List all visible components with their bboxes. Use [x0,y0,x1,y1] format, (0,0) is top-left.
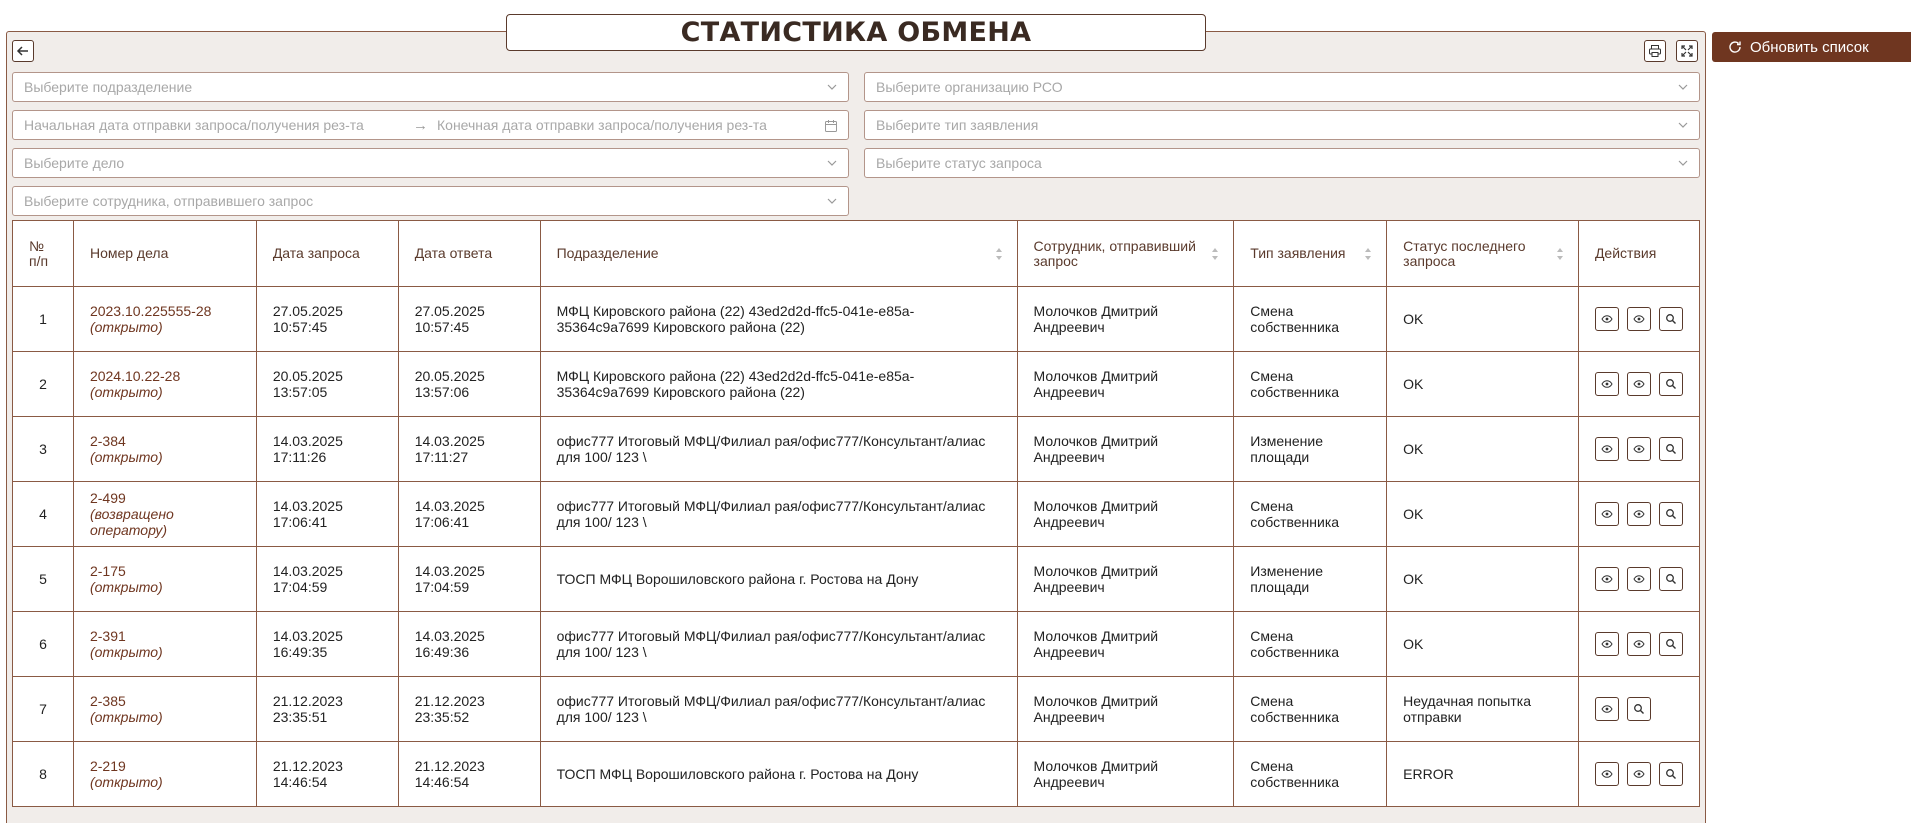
eye-icon [1633,313,1645,325]
cell-case [73,482,256,547]
cell-employee: Молочков Дмитрий Андреевич [1017,742,1234,807]
chevron-down-icon [1677,119,1689,131]
print-button[interactable] [1644,40,1666,62]
case-link[interactable]: 2-499 [89,490,126,506]
cell-case [73,742,256,807]
cell-department: офис777 Итоговый МФЦ/Филиал рая/офис777/Консультант/алиас для 100/ 123 \ [540,417,1017,482]
case-state: (открыто) [89,644,163,660]
table-row [13,677,1700,742]
eye-button[interactable] [1595,762,1619,786]
col-header-status[interactable] [1387,221,1579,287]
request-time: 16:49:35 [272,644,328,660]
eye-button[interactable] [1595,437,1619,461]
search-icon [1665,508,1677,520]
request-time: 17:06:41 [272,514,328,530]
cell-employee: Молочков Дмитрий Андреевич [1017,287,1234,352]
chevron-down-icon [1677,157,1689,169]
cell-num: 8 [13,742,74,807]
search-button[interactable] [1659,762,1683,786]
cell-response-date [398,287,540,352]
cell-employee: Молочков Дмитрий Андреевич [1017,677,1234,742]
case-link[interactable]: 2-385 [89,693,126,709]
page-title-box [506,14,1206,51]
cell-type: Смена собственника [1234,287,1387,352]
row-actions [1595,437,1683,461]
arrow-right-icon: → [413,117,428,134]
cell-type: Смена собственника [1234,742,1387,807]
chevron-down-icon [826,81,838,93]
col-header-response-date: Дата ответа [398,221,540,287]
response-time: 17:11:27 [414,449,469,465]
search-icon [1665,443,1677,455]
eye-button[interactable] [1595,307,1619,331]
col-header-status-label: Статус последнего запроса [1403,237,1526,269]
case-link[interactable]: 2-219 [89,758,126,774]
request-time: 17:04:59 [272,579,328,595]
eye-icon [1633,508,1645,520]
eye-icon [1601,443,1613,455]
request-time: 23:35:51 [272,709,328,725]
case-select[interactable] [12,148,849,178]
search-button[interactable] [1627,697,1651,721]
cell-actions [1578,482,1699,547]
cell-case [73,352,256,417]
eye-icon [1601,703,1613,715]
eye-button[interactable] [1627,502,1651,526]
search-icon [1665,313,1677,325]
request-status-select[interactable] [864,148,1700,178]
cell-actions [1578,352,1699,417]
cell-employee: Молочков Дмитрий Андреевич [1017,547,1234,612]
table-body [13,287,1700,807]
eye-button[interactable] [1627,567,1651,591]
request-date: 14.03.2025 [272,498,343,514]
search-icon [1665,378,1677,390]
cell-response-date [398,417,540,482]
calendar-icon [824,119,838,133]
application-type-placeholder: Выберите тип заявления [876,117,1039,133]
cell-request-date [256,482,398,547]
cell-employee: Молочков Дмитрий Андреевич [1017,612,1234,677]
case-link[interactable]: 2-384 [89,433,126,449]
search-button[interactable] [1659,567,1683,591]
rso-org-select[interactable] [864,72,1700,102]
cell-actions [1578,417,1699,482]
cell-employee: Молочков Дмитрий Андреевич [1017,417,1234,482]
response-date: 14.03.2025 [414,563,485,579]
table-row [13,742,1700,807]
search-icon [1665,638,1677,650]
request-date: 21.12.2023 [272,693,343,709]
response-date: 21.12.2023 [414,693,485,709]
employee-select[interactable] [12,186,849,216]
eye-button[interactable] [1595,632,1619,656]
cell-case [73,287,256,352]
request-date: 14.03.2025 [272,628,343,644]
chevron-down-icon [1677,81,1689,93]
cell-department: МФЦ Кировского района (22) 43ed2d2d-ffc5-041e-e85a-35364c9a7699 Кировского района (22) [540,352,1017,417]
fullscreen-button[interactable] [1676,40,1698,62]
table-row [13,417,1700,482]
case-state: (открыто) [89,709,163,725]
case-state: (возвращено оператору) [89,506,174,538]
cell-case [73,417,256,482]
chevron-down-icon [826,157,838,169]
sort-icon[interactable] [1364,247,1372,261]
cell-request-date [256,547,398,612]
exchange-stats-table [12,220,1700,807]
eye-button[interactable] [1595,567,1619,591]
expand-icon [1680,44,1694,58]
col-header-actions: Действия [1578,221,1699,287]
refresh-icon [1728,40,1742,54]
col-header-request-date: Дата запроса [256,221,398,287]
eye-icon [1601,573,1613,585]
cell-response-date [398,742,540,807]
back-button[interactable] [12,40,34,62]
response-time: 16:49:36 [414,644,470,660]
sort-icon[interactable] [1556,247,1564,261]
request-date: 27.05.2025 [272,303,343,319]
response-date: 21.12.2023 [414,758,485,774]
case-link[interactable]: 2023.10.225555-28 [89,303,212,319]
cell-department: ТОСП МФЦ Ворошиловского района г. Ростова на Дону [540,547,1017,612]
cell-actions [1578,612,1699,677]
cell-status: Неудачная попытка отправки [1387,677,1579,742]
cell-request-date [256,352,398,417]
response-time: 13:57:06 [414,384,470,400]
eye-button[interactable] [1595,372,1619,396]
department-placeholder: Выберите подразделение [24,79,193,95]
response-date: 14.03.2025 [414,628,485,644]
search-icon [1633,703,1645,715]
cell-employee: Молочков Дмитрий Андреевич [1017,482,1234,547]
cell-num: 7 [13,677,74,742]
case-link[interactable]: 2024.10.22-28 [89,368,181,384]
eye-button[interactable] [1627,762,1651,786]
cell-status: ERROR [1387,742,1579,807]
cell-type: Смена собственника [1234,677,1387,742]
request-time: 17:11:26 [272,449,327,465]
col-header-department[interactable] [540,221,1017,287]
eye-icon [1601,638,1613,650]
eye-button[interactable] [1627,307,1651,331]
date-end-placeholder[interactable]: Конечная дата отправки запроса/получения рез-та [437,117,767,133]
rso-org-placeholder: Выберите организацию РСО [876,79,1063,95]
cell-request-date [256,287,398,352]
request-time: 13:57:05 [272,384,328,400]
eye-icon [1601,508,1613,520]
response-time: 14:46:54 [414,774,470,790]
search-button[interactable] [1659,307,1683,331]
cell-num: 4 [13,482,74,547]
eye-icon [1601,768,1613,780]
cell-case [73,677,256,742]
request-date: 14.03.2025 [272,433,343,449]
eye-icon [1601,378,1613,390]
eye-button[interactable] [1595,697,1619,721]
response-time: 10:57:45 [414,319,470,335]
cell-type: Смена собственника [1234,612,1387,677]
cell-response-date [398,677,540,742]
department-select[interactable] [12,72,849,102]
cell-type: Смена собственника [1234,352,1387,417]
cell-response-date [398,612,540,677]
case-link[interactable]: 2-391 [89,628,126,644]
request-time: 10:57:45 [272,319,328,335]
response-date: 14.03.2025 [414,498,485,514]
search-button[interactable] [1659,437,1683,461]
col-header-department-label: Подразделение [556,245,659,261]
employee-placeholder: Выберите сотрудника, отправившего запрос [24,193,314,209]
table-row [13,547,1700,612]
request-time: 14:46:54 [272,774,328,790]
case-placeholder: Выберите дело [24,155,125,171]
cell-type: Изменение площади [1234,547,1387,612]
sort-icon[interactable] [995,247,1003,261]
row-actions [1595,502,1683,526]
eye-icon [1633,573,1645,585]
row-actions [1595,697,1683,721]
table-row [13,612,1700,677]
cell-response-date [398,352,540,417]
cell-type: Изменение площади [1234,417,1387,482]
case-state: (открыто) [89,384,163,400]
search-button[interactable] [1659,372,1683,396]
page-title: СТАТИСТИКА ОБМЕНА [680,17,1032,48]
eye-icon [1633,768,1645,780]
date-range-picker[interactable] [12,110,849,140]
eye-icon [1633,378,1645,390]
cell-status: OK [1387,482,1579,547]
response-date: 27.05.2025 [414,303,485,319]
refresh-list-button[interactable] [1712,32,1911,62]
table-header-row [13,221,1700,287]
cell-request-date [256,742,398,807]
eye-icon [1633,638,1645,650]
row-actions [1595,567,1683,591]
date-start-placeholder[interactable]: Начальная дата отправки запроса/получения рез-та [24,117,364,133]
eye-button[interactable] [1627,372,1651,396]
response-date: 14.03.2025 [414,433,485,449]
eye-button[interactable] [1627,632,1651,656]
cell-status: OK [1387,352,1579,417]
cell-response-date [398,482,540,547]
cell-status: OK [1387,547,1579,612]
case-state: (открыто) [89,319,163,335]
cell-status: OK [1387,287,1579,352]
cell-num: 5 [13,547,74,612]
cell-department: офис777 Итоговый МФЦ/Филиал рая/офис777/Консультант/алиас для 100/ 123 \ [540,677,1017,742]
cell-actions [1578,287,1699,352]
table-row [13,287,1700,352]
cell-actions [1578,742,1699,807]
search-icon [1665,573,1677,585]
eye-icon [1601,313,1613,325]
response-time: 17:06:41 [414,514,470,530]
request-date: 14.03.2025 [272,563,343,579]
cell-department: офис777 Итоговый МФЦ/Филиал рая/офис777/Консультант/алиас для 100/ 123 \ [540,482,1017,547]
cell-type: Смена собственника [1234,482,1387,547]
eye-button[interactable] [1595,502,1619,526]
col-header-num: № п/п [13,221,74,287]
cell-request-date [256,417,398,482]
eye-button[interactable] [1627,437,1651,461]
row-actions [1595,632,1683,656]
cell-num: 6 [13,612,74,677]
cell-request-date [256,612,398,677]
application-type-select[interactable] [864,110,1700,140]
case-state: (открыто) [89,579,163,595]
request-date: 21.12.2023 [272,758,343,774]
cell-num: 3 [13,417,74,482]
printer-icon [1648,44,1662,58]
col-header-type[interactable] [1234,221,1387,287]
col-header-case: Номер дела [73,221,256,287]
cell-case [73,547,256,612]
table-row [13,352,1700,417]
cell-department: МФЦ Кировского района (22) 43ed2d2d-ffc5-041e-e85a-35364c9a7699 Кировского района (22) [540,287,1017,352]
cell-employee: Молочков Дмитрий Андреевич [1017,352,1234,417]
case-state: (открыто) [89,774,163,790]
row-actions [1595,762,1683,786]
cell-department: ТОСП МФЦ Ворошиловского района г. Ростова на Дону [540,742,1017,807]
row-actions [1595,372,1683,396]
response-time: 17:04:59 [414,579,470,595]
cell-request-date [256,677,398,742]
eye-icon [1633,443,1645,455]
cell-status: OK [1387,417,1579,482]
refresh-label: Обновить список [1750,38,1869,56]
cell-response-date [398,547,540,612]
response-time: 23:35:52 [414,709,470,725]
table-row [13,482,1700,547]
request-date: 20.05.2025 [272,368,343,384]
chevron-down-icon [826,195,838,207]
cell-num: 1 [13,287,74,352]
cell-num: 2 [13,352,74,417]
sort-icon[interactable] [1211,247,1219,261]
cell-department: офис777 Итоговый МФЦ/Филиал рая/офис777/Консультант/алиас для 100/ 123 \ [540,612,1017,677]
response-date: 20.05.2025 [414,368,485,384]
col-header-employee[interactable] [1017,221,1234,287]
cell-actions [1578,677,1699,742]
search-button[interactable] [1659,502,1683,526]
search-button[interactable] [1659,632,1683,656]
row-actions [1595,307,1683,331]
col-header-type-label: Тип заявления [1250,245,1346,261]
col-header-employee-label: Сотрудник, отправивший запрос [1033,237,1196,269]
case-link[interactable]: 2-175 [89,563,126,579]
cell-actions [1578,547,1699,612]
request-status-placeholder: Выберите статус запроса [876,155,1042,171]
search-icon [1665,768,1677,780]
case-state: (открыто) [89,449,163,465]
arrow-left-icon [16,44,30,58]
cell-case [73,612,256,677]
cell-status: OK [1387,612,1579,677]
